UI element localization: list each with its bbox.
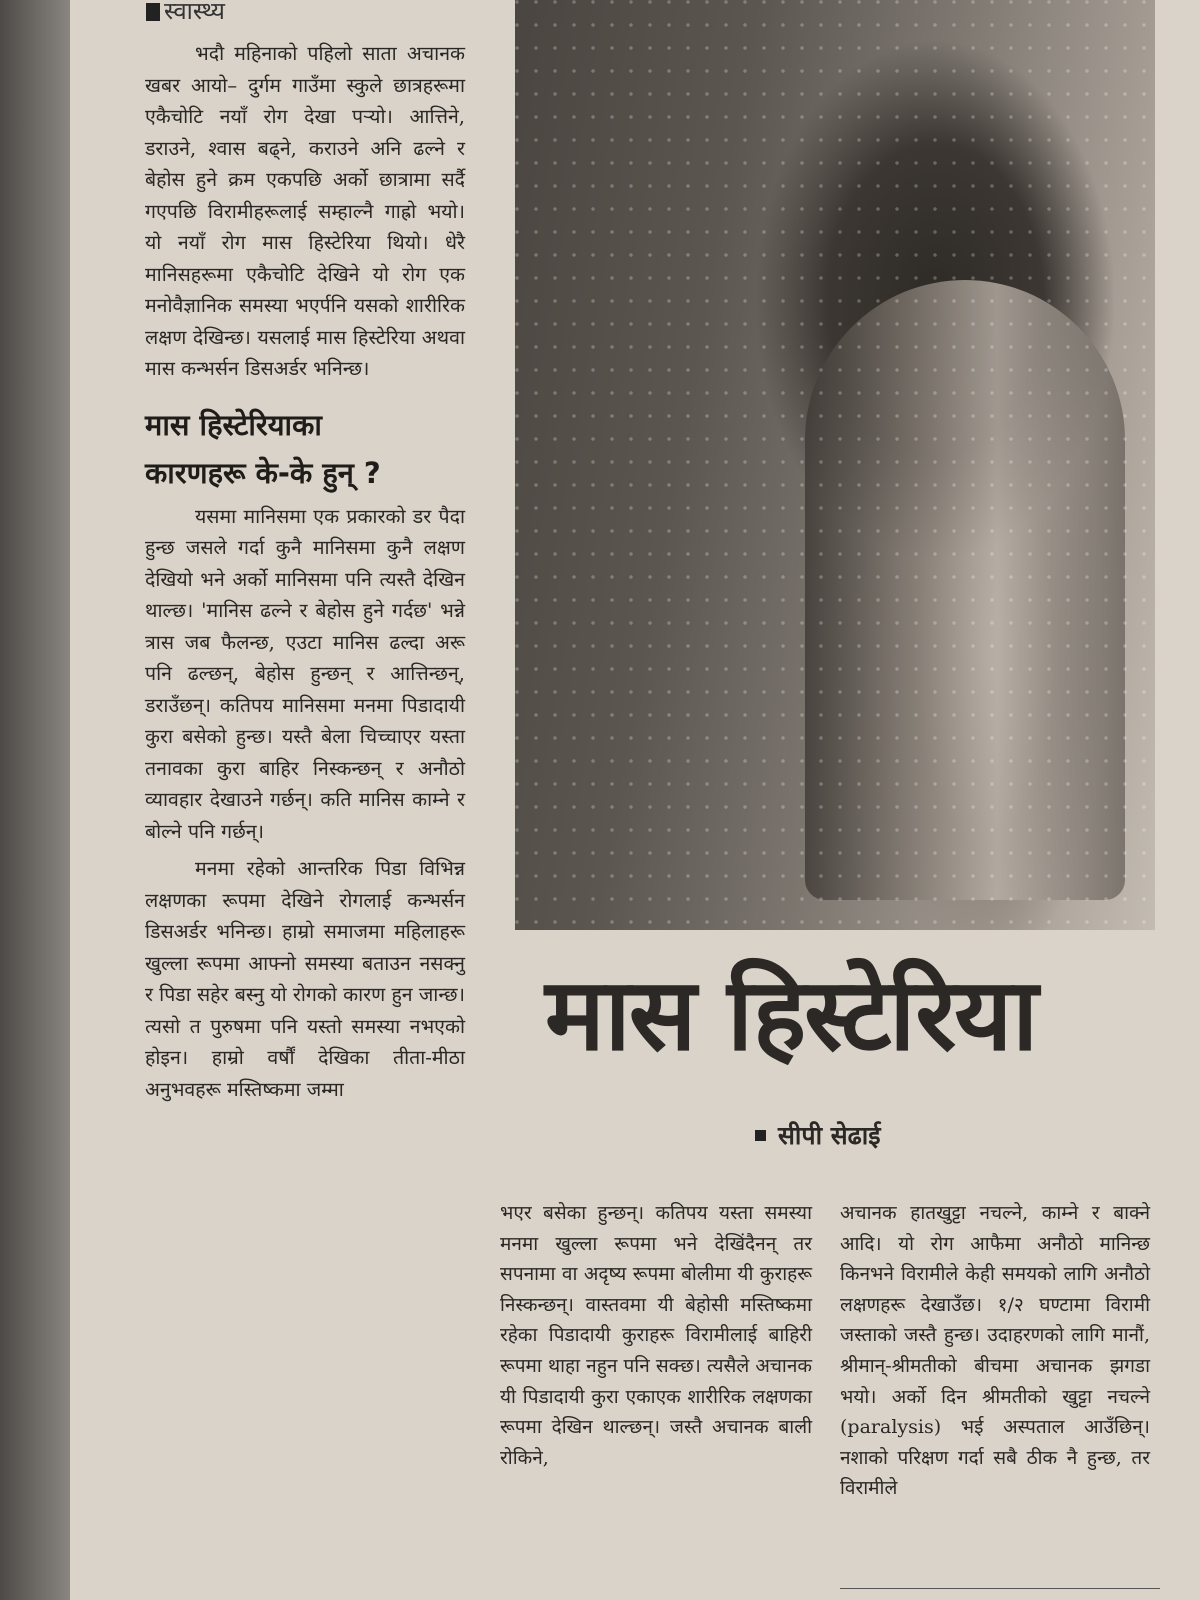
paragraph: मनमा रहेको आन्तरिक पिडा विभिन्न लक्षणका रूपमा देखिने रोगलाई कन्भर्सन डिसअर्डर भनिन्छ। हाम्रो समाजमा महिलाहरू खुल्ला रूपमा आफ्नो समस्या बताउन नसक्नु र पिडा सहेर बस्नु यो रोगको कारण हुन जान्छ। त्यसो त पुरुषमा पनि यस्तो समस्या नभएको होइन। हाम्रो वर्षौं देखिका तीता-मीठा अनुभवहरू मस्तिष्कमा जम्मा <box>145 857 465 1101</box>
magazine-page <box>70 0 1200 1600</box>
article-photo <box>515 0 1155 930</box>
subheading <box>145 401 465 497</box>
paragraph: अचानक हातखुट्टा नचल्ने, काम्ने र बाक्ने आदि। यो रोग आफैमा अनौठो मानिन्छ किनभने विरामीले केही समयको लागि अनौठो लक्षणहरू देखाउँछ। १/२ घण्टामा विरामी जस्ताको जस्तै हुन्छ। उदाहरणको लागि मानौं, श्रीमान्-श्रीमतीको बीचमा अचानक झगडा भयो। अर्को दिन श्रीमतीको खुट्टा नचल्ने (paralysis) भई अस्पताल आउँछिन्। नशाको परिक्षण गर्दा सबै ठीक नै हुन्छ, तर विरामीले <box>840 1202 1150 1500</box>
byline-square-icon <box>755 1130 766 1141</box>
subheading-line-1: मास हिस्टेरियाका <box>145 407 322 442</box>
article-column-left <box>145 38 465 1105</box>
photo-rain-drops <box>515 0 1155 930</box>
subheading-line-2: कारणहरू के-के हुन् ? <box>145 455 381 490</box>
article-column-right <box>840 1198 1150 1504</box>
author-name: सीपी सेढाई <box>778 1121 881 1150</box>
byline <box>755 1118 880 1152</box>
section-label: स्वास्थ्य <box>164 0 225 25</box>
paragraph: भदौ महिनाको पहिलो साता अचानक खबर आयो– दुर्गम गाउँमा स्कुले छात्रहरूमा एकैचोटि नयाँ रोग देखा पऱ्यो। आत्तिने, डराउने, श्वास बढ्ने, कराउने अनि ढल्ने र बेहोस हुने क्रम एकपछि अर्को छात्रामा सर्दै गएपछि विरामीहरूलाई सम्हाल्नै गाह्रो भयो। यो नयाँ रोग मास हिस्टेरिया थियो। धेरै मानिसहरूमा एकैचोटि देखिने यो रोग एक मनोवैज्ञानिक समस्या भएर्पनि यसको शारीरिक लक्षण देखिन्छ। यसलाई मास हिस्टेरिया अथवा मास कन्भर्सन डिसअर्डर भनिन्छ। <box>145 42 465 380</box>
paragraph: भएर बसेका हुन्छन्। कतिपय यस्ता समस्या मनमा खुल्ला रूपमा भने देखिंदैनन् तर सपनामा वा अदृष्य रूपमा बोलीमा यी कुराहरू निस्कन्छन्। वास्तवमा यी बेहोसी मस्तिष्कमा रहेका पिडादायी कुराहरू विरामीलाई बाहिरी रूपमा थाहा नहुन पनि सक्छ। त्यसैले अचानक यी पिडादायी कुरा एकाएक शारीरिक लक्षणका रूपमा देखिन थाल्छन्। जस्तै अचानक बाली रोकिने, <box>500 1202 812 1469</box>
article-title: मास हिस्टेरिया <box>545 956 1037 1073</box>
section-tag <box>146 0 225 27</box>
binding-shadow <box>0 0 70 1600</box>
section-square-icon <box>146 3 160 21</box>
article-column-middle <box>500 1198 812 1473</box>
paragraph: यसमा मानिसमा एक प्रकारको डर पैदा हुन्छ जसले गर्दा कुनै मानिसमा कुनै लक्षण देखियो भने अर्को मानिसमा पनि त्यस्तै देखिन थाल्छ। 'मानिस ढल्ने र बेहोस हुने गर्दछ' भन्ने त्रास जब फैलन्छ, एउटा मानिस ढल्दा अरू पनि ढल्छन्, बेहोस हुन्छन् र आत्तिन्छन्, डराउँछन्। कतिपय मानिसमा मनमा पिडादायी कुरा बसेको हुन्छ। यस्तै बेला चिच्चाएर यस्ता तनावका कुरा बाहिर निस्कन्छन् र अनौठो व्यावहार देखाउने गर्छन्। कति मानिस काम्ने र बोल्ने पनि गर्छन्। <box>145 504 465 843</box>
column-rule <box>840 1588 1160 1589</box>
